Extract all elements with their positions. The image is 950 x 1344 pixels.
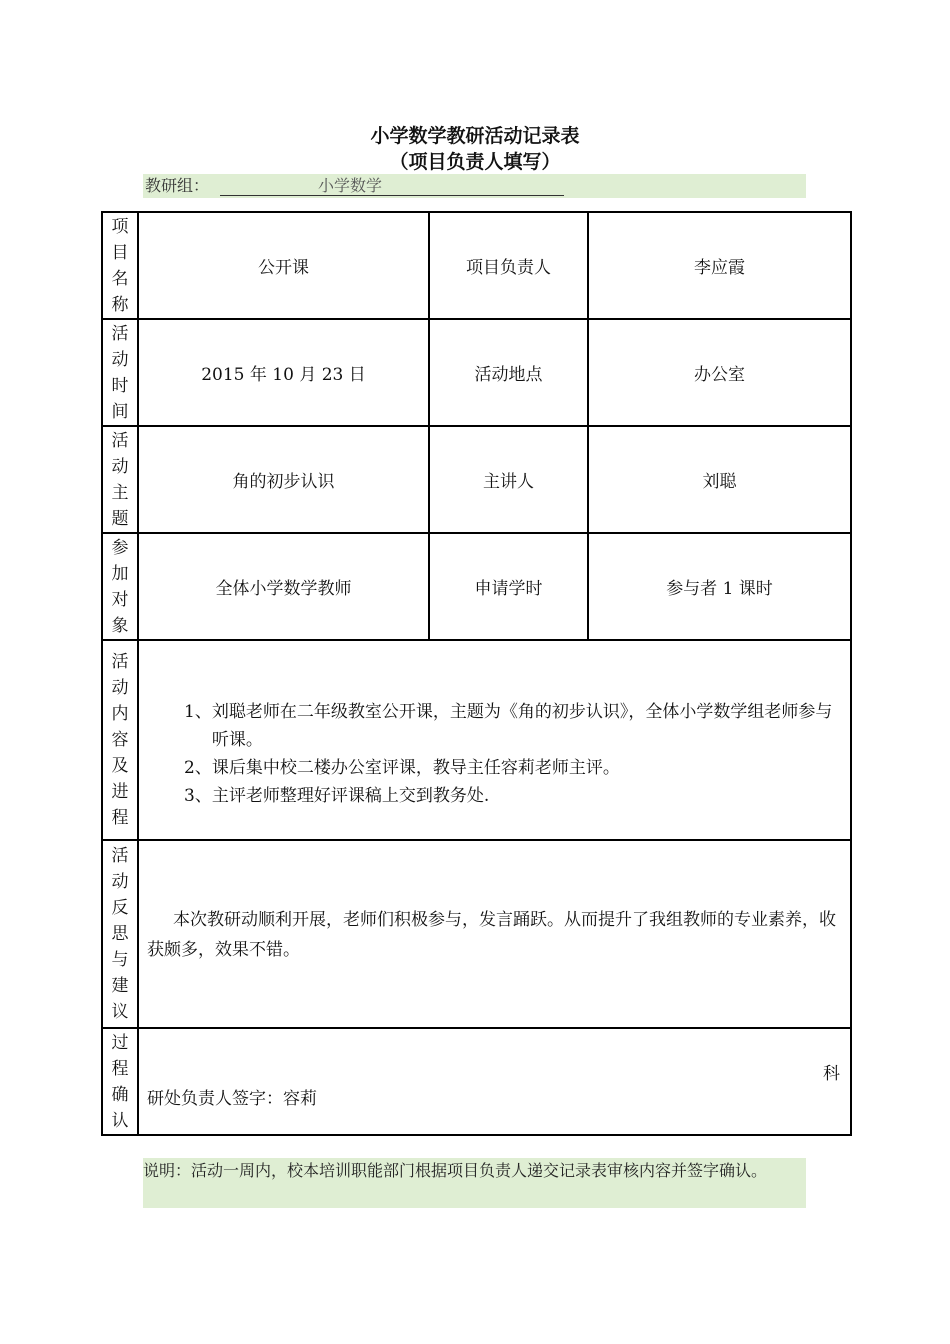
research-group-value: 小学数学 bbox=[318, 176, 383, 195]
row-label: 活动时间 bbox=[102, 319, 138, 426]
document-subtitle: （项目负责人填写） bbox=[389, 151, 561, 173]
speaker-label: 主讲人 bbox=[429, 426, 588, 533]
research-group-underline bbox=[220, 177, 564, 196]
row-label: 活动内容及进程 bbox=[102, 640, 138, 840]
row-label: 参加对象 bbox=[102, 533, 138, 640]
activity-time-value: 2015 年 10 月 23 日 bbox=[138, 319, 429, 426]
project-leader-label: 项目负责人 bbox=[429, 212, 588, 319]
project-leader-value: 李应霞 bbox=[588, 212, 851, 319]
activity-content-cell bbox=[138, 640, 851, 840]
table-row bbox=[102, 533, 851, 640]
list-item: 1、 刘聪老师在二年级教室公开课，主题为《角的初步认识》，全体小学数学组老师参与听课。 bbox=[184, 702, 833, 750]
table-row bbox=[102, 1028, 851, 1135]
table-row bbox=[102, 212, 851, 319]
research-group-label: 教研组： bbox=[145, 176, 210, 195]
table-row bbox=[102, 426, 851, 533]
document-title: 小学数学教研活动记录表 bbox=[370, 125, 580, 147]
project-name-value: 公开课 bbox=[138, 212, 429, 319]
activity-location-value: 办公室 bbox=[588, 319, 851, 426]
list-item: 3、 主评老师整理好评课稿上交到教务处. bbox=[184, 786, 490, 806]
row-label: 项目名称 bbox=[102, 212, 138, 319]
row-label: 过程确认 bbox=[102, 1028, 138, 1135]
confirmation-signature: 研处负责人签字：容莉 bbox=[147, 1089, 317, 1109]
speaker-value: 刘聪 bbox=[588, 426, 851, 533]
confirmation-cell bbox=[138, 1028, 851, 1135]
reflection-cell bbox=[138, 840, 851, 1028]
research-group-bar bbox=[143, 174, 806, 198]
row-label: 活动主题 bbox=[102, 426, 138, 533]
activity-location-label: 活动地点 bbox=[429, 319, 588, 426]
table-row bbox=[102, 640, 851, 840]
participants-value: 全体小学数学教师 bbox=[138, 533, 429, 640]
row-label: 活动反思与建议 bbox=[102, 840, 138, 1028]
table-row bbox=[102, 840, 851, 1028]
footnote: 说明：活动一周内，校本培训职能部门根据项目负责人递交记录表审核内容并签字确认。 bbox=[143, 1158, 806, 1208]
confirmation-line1: 科 bbox=[823, 1064, 840, 1084]
list-item: 2、 课后集中校二楼办公室评课，教导主任容莉老师主评。 bbox=[184, 758, 620, 778]
activity-topic-value: 角的初步认识 bbox=[138, 426, 429, 533]
table-row bbox=[102, 319, 851, 426]
activity-record-table bbox=[101, 211, 852, 1136]
credit-hours-value: 参与者 1 课时 bbox=[588, 533, 851, 640]
reflection-text: 本次教研动顺利开展，老师们积极参与，发言踊跃。从而提升了我组教师的专业素养，收获颇多，效果不错。 bbox=[147, 910, 836, 960]
credit-hours-label: 申请学时 bbox=[429, 533, 588, 640]
